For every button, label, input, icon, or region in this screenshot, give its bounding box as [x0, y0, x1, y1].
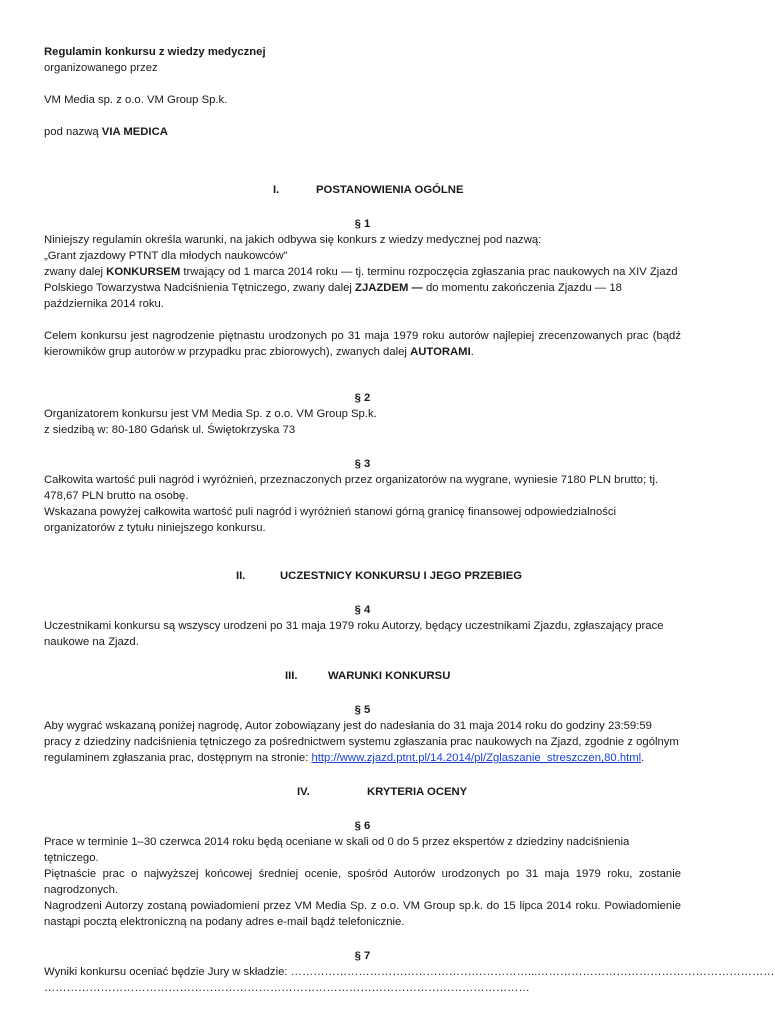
section-1-heading	[44, 182, 681, 198]
section-3-heading	[44, 668, 681, 684]
paragraph-symbol: § 5	[354, 704, 371, 716]
doc-subtitle: organizowanego przez	[44, 62, 158, 74]
paragraph-text: Wskazana powyżej całkowita wartość puli nagród i wyróżnień stanowi górną granicę finansowej odpowiedzialności organizatorów z tytułu niniejszego konkursu.	[44, 506, 617, 534]
paragraph-symbol: § 6	[354, 820, 371, 832]
term-zjazd: ZJAZDEM —	[355, 282, 423, 294]
paragraph-symbol: § 1	[354, 218, 371, 230]
paragraph-text: Uczestnikami konkursu są wszyscy urodzeni po 31 maja 1979 roku Autorzy, będący uczestnikami Zjazdu, zgłaszający prace naukowe na Zjazd.	[44, 620, 664, 648]
section-4-heading	[44, 784, 681, 800]
text-run: Celem konkursu jest nagrodzenie piętnastu urodzonych po 31 maja 1979 roku autorów najlepiej zrecenzowanych prac (bądź kierowników grup autorów w przypadku prac zbiorowych), zwanych dalej	[44, 330, 681, 358]
text-run: do momentu zakończenia Zjazdu — 18 października 2014 roku.	[44, 282, 622, 310]
doc-title: Regulamin konkursu z wiedzy medycznej	[44, 46, 266, 58]
paragraph-symbol: § 2	[354, 392, 371, 404]
section-number: II.	[236, 570, 246, 582]
section-2-heading	[44, 568, 681, 584]
section-number: I.	[273, 184, 280, 196]
paragraph-text	[44, 264, 681, 312]
paragraph-text: Piętnaście prac o najwyższej końcowej średniej ocenie, spośród Autorów urodzonych po 31 maja 1979 roku, zostanie nagrodzonych.	[44, 868, 681, 896]
abstract-submission-link[interactable]: http://www.zjazd.ptnt.pl/14.2014/pl/Zglaszanie_streszczen,80.html	[311, 752, 642, 764]
paragraph-text: Organizatorem konkursu jest VM Media Sp. z o.o. VM Group Sp.k.	[44, 408, 377, 420]
paragraph-text	[44, 328, 681, 360]
contest-name-prefix: pod nazwą	[44, 126, 102, 138]
paragraph-symbol: § 4	[354, 604, 371, 616]
text-run: Aby wygrać wskazaną poniżej nagrodę, Autor zobowiązany jest do nadesłania do 31 maja 2014 roku do godziny 23:59:59 pracy z dziedziny nadciśnienia tętniczego za pośrednictwem systemu zgłaszania prac naukowych na Zjazd, zgodnie z ogólnym regulaminem zgłaszania prac, dostępnym na stronie:	[44, 720, 679, 764]
paragraph-symbol: § 3	[354, 458, 371, 470]
contest-name: VIA MEDICA	[101, 126, 168, 138]
contest-name-line	[44, 124, 681, 140]
paragraph-text: Prace w terminie 1–30 czerwca 2014 roku będą oceniane w skali od 0 do 5 przez ekspertów z dziedziny nadciśnienia tętniczego.	[44, 836, 630, 864]
paragraph-text	[44, 718, 681, 766]
jury-line: Wyniki konkursu oceniać będzie Jury w składzie: ………………………………………………………...………………………………………………………	[44, 966, 775, 978]
text-run: trwający od 1 marca 2014 roku — tj. terminu rozpoczęcia zgłaszania prac naukowych na XIV Zjazd Polskiego Towarzystwa Nadciśnienia Tętniczego, zwany dalej	[44, 266, 678, 294]
text-run: .	[470, 346, 474, 358]
text-run: .	[641, 752, 645, 764]
paragraph-text: Nagrodzeni Autorzy zostaną powiadomieni przez VM Media Sp. z o.o. VM Group sp.k. do 15 lipca 2014 roku. Powiadomienie nastąpi pocztą elektroniczną na podany adres e-mail bądź telefonicznie.	[44, 900, 681, 928]
paragraph-text: Niniejszy regulamin określa warunki, na jakich odbywa się konkurs z wiedzy medycznej pod nazwą:	[44, 234, 542, 246]
paragraph-text: z siedzibą w: 80-180 Gdańsk ul. Świętokrzyska 73	[44, 424, 296, 436]
term-konkurs: KONKURSEM	[106, 266, 181, 278]
section-title: KRYTERIA OCENY	[367, 786, 468, 798]
section-title: POSTANOWIENIA OGÓLNE	[316, 184, 464, 196]
paragraph-text: Całkowita wartość puli nagród i wyróżnień, przeznaczonych przez organizatorów na wygrane, wyniesie 7180 PLN brutto; tj. 478,67 PLN brutto na osobę.	[44, 474, 659, 502]
organizer-name: VM Media sp. z o.o. VM Group Sp.k.	[44, 94, 228, 106]
section-title: WARUNKI KONKURSU	[328, 670, 451, 682]
term-autorzy: AUTORAMI	[410, 346, 471, 358]
document-page	[44, 44, 775, 996]
jury-line-continued: …………………………………………………………………………………………………………………	[44, 982, 530, 994]
section-number: IV.	[297, 786, 310, 798]
paragraph-symbol: § 7	[354, 950, 371, 962]
section-title: UCZESTNICY KONKURSU I JEGO PRZEBIEG	[280, 570, 523, 582]
grant-name: „Grant zjazdowy PTNT dla młodych naukowców”	[44, 250, 288, 262]
section-number: III.	[285, 670, 298, 682]
text-run: zwany dalej	[44, 266, 107, 278]
